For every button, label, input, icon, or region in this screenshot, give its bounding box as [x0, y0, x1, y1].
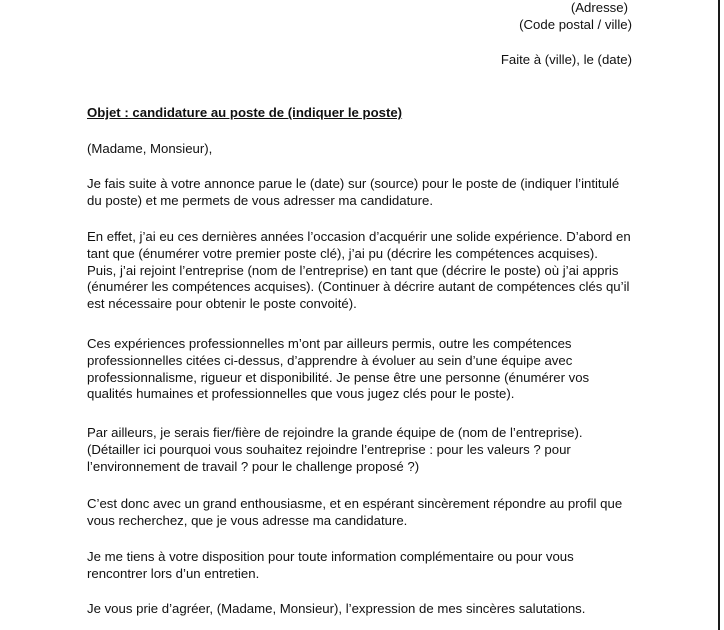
paragraph-line: rencontrer lors d’un entretien.	[87, 565, 260, 581]
paragraph-line: qualités humaines et professionnelles que vous jugez clés pour le poste).	[87, 386, 515, 402]
paragraph-line: En effet, j’ai eu ces dernières années l’occasion d’acquérir une solide expérience. D’abord en	[87, 229, 631, 244]
paragraph-enthusiasm	[87, 496, 667, 530]
sender-postal-city: (Code postal / ville)	[519, 17, 632, 32]
paragraph-line: l’environnement de travail ? pour le challenge proposé ?)	[87, 458, 420, 474]
paragraph-intro	[87, 176, 667, 210]
place-and-date: Faite à (ville), le (date)	[500, 52, 632, 67]
paragraph-closing	[87, 601, 667, 618]
paragraph-line: professionnelles citées ci-dessus, d’apprendre à évoluer au sein d’une équipe avec	[87, 352, 573, 368]
salutation	[87, 141, 667, 158]
paragraph-line: (Détailler ici pourquoi vous souhaitez rejoindre l’entreprise : pour les valeurs ? pour	[87, 441, 571, 457]
paragraph-company	[87, 425, 667, 475]
paragraph-line: Je fais suite à votre annonce parue le (date) sur (source) pour le poste de (indiquer l’intitulé	[87, 176, 620, 191]
paragraph-line: Ces expériences professionnelles m’ont par ailleurs permis, outre les compétences	[87, 336, 572, 351]
paragraph-availability	[87, 549, 667, 583]
paragraph-line: Je me tiens à votre disposition pour toute information complémentaire ou pour vous	[87, 549, 574, 564]
paragraph-line: tant que (énumérer votre premier poste clé), j’ai pu (décrire les compétences acquises).	[87, 245, 598, 261]
paragraph-line: (énumérer les compétences acquises). (Continuer à décrire autant de compétences clés qu’il	[87, 279, 630, 295]
salutation-text: (Madame, Monsieur),	[87, 141, 213, 156]
sender-address: (Adresse)	[570, 0, 628, 15]
paragraph-line: Puis, j’ai rejoint l’entreprise (nom de l’entreprise) en tant que (décrire le poste) où j’ai appris	[87, 262, 619, 278]
letter-subject: Objet : candidature au poste de (indiquer le poste)	[87, 105, 403, 120]
paragraph-line: C’est donc avec un grand enthousiasme, et en espérant sincèrement répondre au profil que	[87, 496, 623, 511]
paragraph-line: professionnalisme, rigueur et disponibilité. Je pense être une personne (énumérer vos	[87, 369, 590, 385]
paragraph-line: Par ailleurs, je serais fier/fière de rejoindre la grande équipe de (nom de l’entreprise).	[87, 425, 583, 440]
paragraph-experience	[87, 229, 667, 313]
paragraph-line: Je vous prie d’agréer, (Madame, Monsieur), l’expression de mes sincères salutations.	[87, 601, 586, 616]
paragraph-line: est nécessaire pour obtenir le poste convoité).	[87, 296, 357, 312]
paragraph-line: du poste) et me permets de vous adresser ma candidature.	[87, 192, 433, 208]
paragraph-skills	[87, 336, 667, 403]
paragraph-line: vous recherchez, que je vous adresse ma candidature.	[87, 512, 408, 528]
